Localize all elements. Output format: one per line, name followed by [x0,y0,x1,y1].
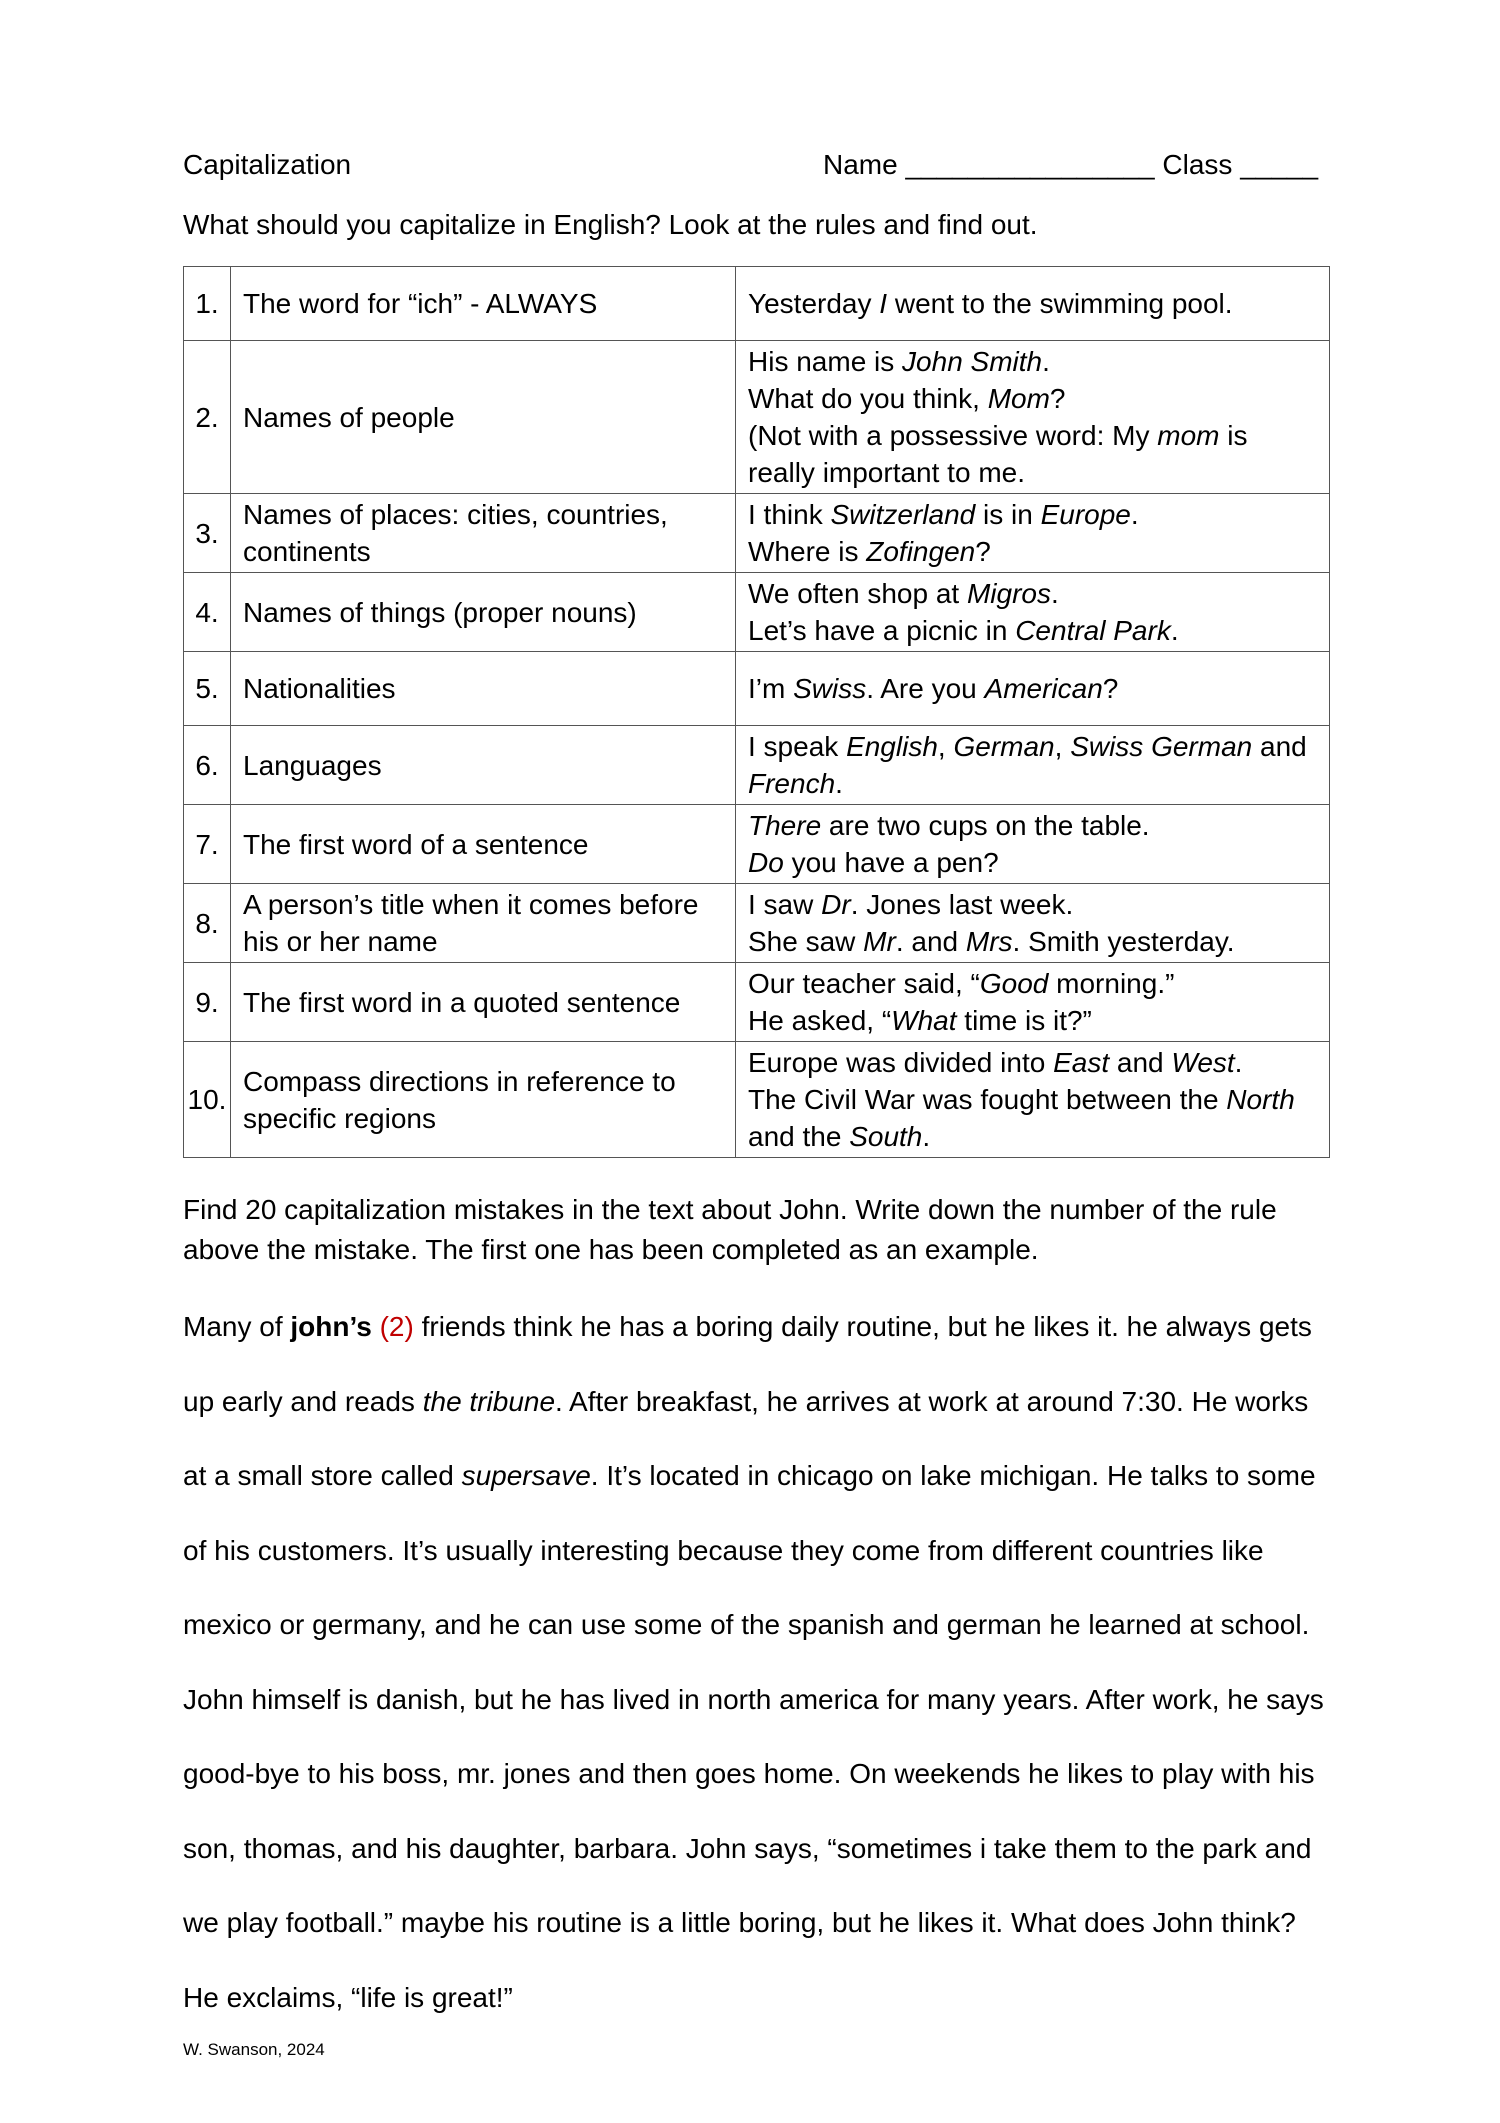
story-line: of his customers. It’s usually interesting because they come from different countries like [183,1534,1264,1566]
rule-description: Names of things (proper nouns) [231,573,736,652]
rule-description: A person’s title when it comes before his or her name [231,884,736,963]
rule-example: I saw Dr. Jones last week. She saw Mr. and Mrs. Smith yesterday. [736,884,1330,963]
rule-row [184,341,1330,494]
rule-number: 9. [184,963,231,1042]
story-line: Many of john’s (2) friends think he has a boring daily routine, but he likes it. he always gets [183,1311,1312,1342]
rule-number: 10. [184,1042,231,1158]
rule-row [184,805,1330,884]
rule-row [184,573,1330,652]
rule-example: There are two cups on the table. Do you have a pen? [736,805,1330,884]
rule-example: We often shop at Migros. Let’s have a picnic in Central Park. [736,573,1330,652]
story-line: mexico or germany, and he can use some of the spanish and german he learned at school. [183,1609,1310,1640]
rule-description: Languages [231,726,736,805]
rule-example: I speak English, German, Swiss German and French. [736,726,1330,805]
story-line: son, thomas, and his daughter, barbara. John says, “sometimes i take them to the park and [183,1832,1312,1864]
task-instructions: Find 20 capitalization mistakes in the text about John. Write down the number of the rule above the mistake. The first one has been completed as an example. [183,1194,1277,1265]
rules-table [183,266,1330,1158]
rule-description: Names of places: cities, countries, continents [231,494,736,573]
footer-credit: W. Swanson, 2024 [183,2040,325,2059]
rule-description: Nationalities [231,652,736,726]
story-line: He exclaims, “life is great!” [183,1981,513,2013]
story-text [183,1290,1343,2035]
rule-number: 5. [184,652,231,726]
example-rule-marker: (2) [379,1311,414,1342]
rule-example: His name is John Smith. What do you think, Mom? (Not with a possessive word: My mom is really important to me. [736,341,1330,494]
rule-description: The first word in a quoted sentence [231,963,736,1042]
worksheet-title: Capitalization [183,149,352,180]
rule-row [184,1042,1330,1158]
rule-example: I think Switzerland is in Europe. Where is Zofingen? [736,494,1330,573]
rule-number: 1. [184,267,231,341]
rule-row [184,963,1330,1042]
rule-example: Yesterday I went to the swimming pool. [736,267,1330,341]
worksheet-header [183,144,1333,186]
intro-text: What should you capitalize in English? Look at the rules and find out. [183,209,1038,240]
rule-number: 4. [184,573,231,652]
example-mistake-word: john’s [290,1311,372,1342]
rule-row [184,494,1330,573]
rule-number: 3. [184,494,231,573]
rule-row [184,652,1330,726]
name-class-fields: Name ________________ Class _____ [823,149,1319,180]
story-line: good-bye to his boss, mr. jones and then goes home. On weekends he likes to play with his [183,1758,1315,1789]
rule-example: Our teacher said, “Good morning.” He asked, “What time is it?” [736,963,1330,1042]
story-line: up early and reads the tribune. After breakfast, he arrives at work at around 7:30. He works [183,1385,1309,1417]
story-line: we play football.” maybe his routine is a little boring, but he likes it. What does John think? [183,1907,1296,1938]
rule-description: Compass directions in reference to specific regions [231,1042,736,1158]
rule-row [184,884,1330,963]
rule-example: Europe was divided into East and West. The Civil War was fought between the North and the South. [736,1042,1330,1158]
rule-description: Names of people [231,341,736,494]
rule-number: 8. [184,884,231,963]
rule-number: 2. [184,341,231,494]
story-line: at a small store called supersave. It’s located in chicago on lake michigan. He talks to some [183,1460,1316,1491]
story-line: John himself is danish, but he has lived in north america for many years. After work, he says [183,1683,1324,1715]
rule-number: 6. [184,726,231,805]
rule-example: I’m Swiss. Are you American? [736,652,1330,726]
rule-description: The word for “ich” - ALWAYS [231,267,736,341]
rule-description: The first word of a sentence [231,805,736,884]
rule-row [184,267,1330,341]
rule-number: 7. [184,805,231,884]
rule-row [184,726,1330,805]
